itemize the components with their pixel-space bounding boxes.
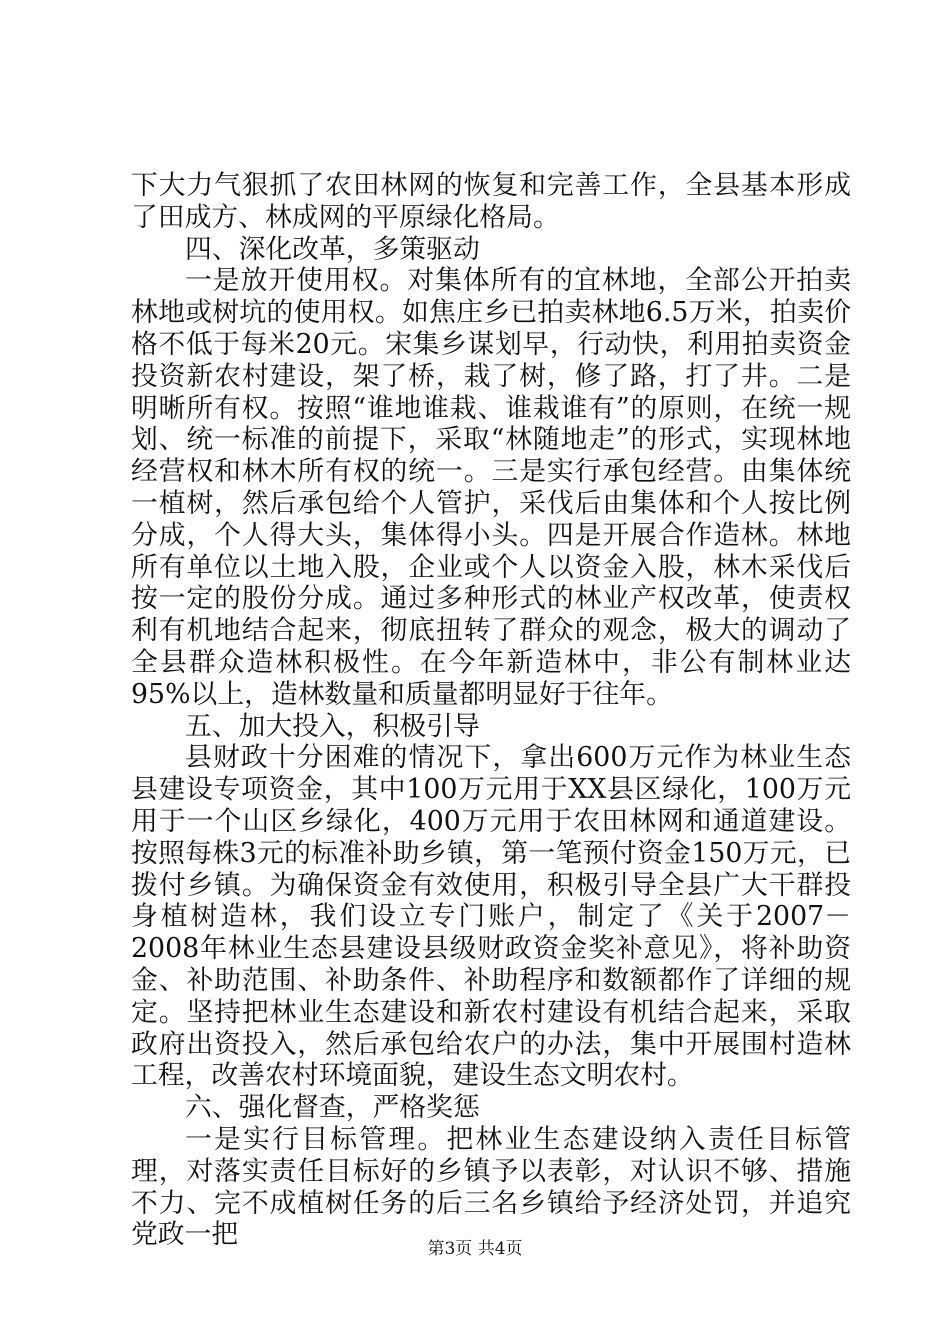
document-body xyxy=(131,170,851,1251)
page-number-footer: 第3页 共4页 xyxy=(427,1239,523,1259)
section-heading-5: 五、加大投入，积极引导 xyxy=(185,710,480,742)
paragraph-reform: 一是放开使用权。对集体所有的宜林地，全部公开拍卖林地或树坑的使用权。如焦庄乡已拍卖林地6.5万米，拍卖价格不低于每米20元。宋集乡谋划早，行动快，利用拍卖资金投资新农村建设，架了桥，栽了树，修了路，打了井。二是明晰所有权。按照“谁地谁栽、谁栽谁有”的原则，在统一规划、统一标准的前提下，采取“林随地走”的形式，实现林地经营权和林木所有权的统一。三是实行承包经营。由集体统一植树，然后承包给个人管护，采伐后由集体和个人按比例分成，个人得大头，集体得小头。四是开展合作造林。林地所有单位以土地入股，企业或个人以资金入股，林木采伐后按一定的股份分成。通过多种形式的林业产权改革，使责权利有机地结合起来，彻底扭转了群众的观念，极大的调动了全县群众造林积极性。在今年新造林中，非公有制林业达95%以上，造林数量和质量都明显好于往年。 xyxy=(131,265,851,710)
section-heading-6: 六、强化督查，严格奖惩 xyxy=(185,1092,480,1124)
section-heading-4: 四、深化改革，多策驱动 xyxy=(185,233,480,265)
paragraph-continuation: 下大力气狠抓了农田林网的恢复和完善工作，全县基本形成了田成方、林成网的平原绿化格局。 xyxy=(131,170,851,233)
paragraph-investment: 县财政十分困难的情况下，拿出600万元作为林业生态县建设专项资金，其中100万元用于XX县区绿化，100万元用于一个山区乡绿化，400万元用于农田林网和通道建设。按照每株3元的标准补助乡镇，第一笔预付资金150万元，已拨付乡镇。为确保资金有效使用，积极引导全县广大干群投身植树造林，我们设立专门账户，制定了《关于2007－2008年林业生态县建设县级财政资金奖补意见》，将补助资金、补助范围、补助条件、补助程序和数额都作了详细的规定。坚持把林业生态建设和新农村建设有机结合起来，采取政府出资投入，然后承包给农户的办法，集中开展围村造林工程，改善农村环境面貌，建设生态文明农村。 xyxy=(131,742,851,1092)
paragraph-supervision: 一是实行目标管理。把林业生态建设纳入责任目标管理，对落实责任目标好的乡镇予以表彰，对认识不够、措施不力、完不成植树任务的后三名乡镇给予经济处罚，并追究党政一把 xyxy=(131,1123,851,1251)
